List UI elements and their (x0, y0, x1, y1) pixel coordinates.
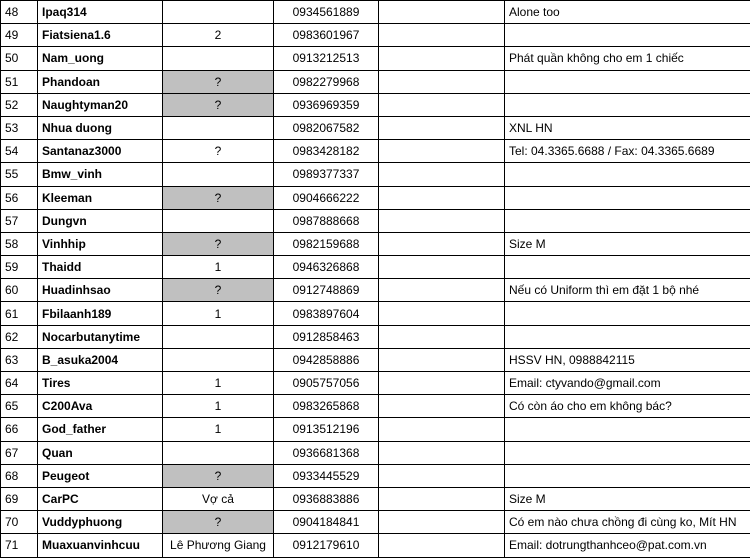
table-row (1, 372, 750, 395)
empty-cell[interactable] (379, 302, 505, 325)
row-number-cell[interactable]: 57 (1, 209, 38, 232)
note-cell[interactable] (505, 418, 750, 441)
table-row (1, 279, 750, 302)
phone-cell[interactable]: 0983601967 (274, 24, 379, 47)
note-cell[interactable] (505, 24, 750, 47)
phone-cell[interactable]: 0987888668 (274, 209, 379, 232)
quantity-cell[interactable]: ? (163, 464, 274, 487)
phone-cell[interactable]: 0912748869 (274, 279, 379, 302)
quantity-cell[interactable] (163, 348, 274, 371)
phone-cell[interactable]: 0946326868 (274, 256, 379, 279)
empty-cell[interactable] (379, 209, 505, 232)
row-number-cell[interactable]: 48 (1, 1, 38, 24)
empty-cell[interactable] (379, 256, 505, 279)
username-cell[interactable]: Nocarbutanytime (38, 325, 163, 348)
username-cell[interactable]: Vinhhip (38, 232, 163, 255)
row-number-cell[interactable]: 56 (1, 186, 38, 209)
empty-cell[interactable] (379, 464, 505, 487)
table-row (1, 395, 750, 418)
quantity-cell[interactable]: 1 (163, 372, 274, 395)
row-number-cell[interactable]: 50 (1, 47, 38, 70)
username-cell[interactable]: Quan (38, 441, 163, 464)
row-number-cell[interactable]: 68 (1, 464, 38, 487)
spreadsheet-body (1, 1, 750, 558)
quantity-cell[interactable] (163, 1, 274, 24)
note-cell[interactable]: Nếu có Uniform thì em đặt 1 bộ nhé (505, 279, 750, 302)
empty-cell[interactable] (379, 47, 505, 70)
row-number-cell[interactable]: 62 (1, 325, 38, 348)
phone-cell[interactable]: 0905757056 (274, 372, 379, 395)
note-cell[interactable] (505, 93, 750, 116)
empty-cell[interactable] (379, 441, 505, 464)
quantity-cell[interactable]: ? (163, 279, 274, 302)
note-cell[interactable] (505, 325, 750, 348)
quantity-cell[interactable]: Vợ cả (163, 487, 274, 510)
username-cell[interactable]: Thaidd (38, 256, 163, 279)
empty-cell[interactable] (379, 116, 505, 139)
phone-cell[interactable]: 0904666222 (274, 186, 379, 209)
table-row (1, 348, 750, 371)
row-number-cell[interactable]: 60 (1, 279, 38, 302)
table-row (1, 302, 750, 325)
quantity-cell[interactable]: 1 (163, 418, 274, 441)
username-cell[interactable]: Nam_uong (38, 47, 163, 70)
username-cell[interactable]: Huadinhsao (38, 279, 163, 302)
row-number-cell[interactable]: 53 (1, 116, 38, 139)
username-cell[interactable]: Santanaz3000 (38, 140, 163, 163)
quantity-cell[interactable]: ? (163, 186, 274, 209)
note-cell[interactable]: Có em nào chưa chồng đi cùng ko, Mít HN (505, 511, 750, 534)
phone-cell[interactable]: 0912179610 (274, 534, 379, 557)
quantity-cell[interactable] (163, 209, 274, 232)
empty-cell[interactable] (379, 325, 505, 348)
table-row (1, 70, 750, 93)
empty-cell[interactable] (379, 279, 505, 302)
quantity-cell[interactable]: ? (163, 93, 274, 116)
row-number-cell[interactable]: 54 (1, 140, 38, 163)
row-number-cell[interactable]: 59 (1, 256, 38, 279)
username-cell[interactable]: Vuddyphuong (38, 511, 163, 534)
table-row (1, 256, 750, 279)
quantity-cell[interactable]: 1 (163, 395, 274, 418)
quantity-cell[interactable]: 2 (163, 24, 274, 47)
phone-cell[interactable]: 0936883886 (274, 487, 379, 510)
quantity-cell[interactable] (163, 325, 274, 348)
row-number-cell[interactable]: 51 (1, 70, 38, 93)
note-cell[interactable] (505, 186, 750, 209)
phone-cell[interactable]: 0936681368 (274, 441, 379, 464)
empty-cell[interactable] (379, 1, 505, 24)
phone-cell[interactable]: 0982159688 (274, 232, 379, 255)
row-number-cell[interactable]: 58 (1, 232, 38, 255)
note-cell[interactable]: Phát quần không cho em 1 chiếc (505, 47, 750, 70)
phone-cell[interactable]: 0983265868 (274, 395, 379, 418)
quantity-cell[interactable]: ? (163, 70, 274, 93)
username-cell[interactable]: Dungvn (38, 209, 163, 232)
username-cell[interactable]: Bmw_vinh (38, 163, 163, 186)
quantity-cell[interactable]: ? (163, 140, 274, 163)
phone-cell[interactable]: 0982279968 (274, 70, 379, 93)
empty-cell[interactable] (379, 511, 505, 534)
note-cell[interactable]: Alone too (505, 1, 750, 24)
username-cell[interactable]: B_asuka2004 (38, 348, 163, 371)
table-row (1, 47, 750, 70)
note-cell[interactable]: Tel: 04.3365.6688 / Fax: 04.3365.6689 (505, 140, 750, 163)
row-number-cell[interactable]: 49 (1, 24, 38, 47)
note-cell[interactable] (505, 70, 750, 93)
table-row (1, 1, 750, 24)
table-row (1, 186, 750, 209)
empty-cell[interactable] (379, 70, 505, 93)
empty-cell[interactable] (379, 140, 505, 163)
empty-cell[interactable] (379, 232, 505, 255)
phone-cell[interactable]: 0989377337 (274, 163, 379, 186)
empty-cell[interactable] (379, 93, 505, 116)
empty-cell[interactable] (379, 418, 505, 441)
note-cell[interactable]: Size M (505, 232, 750, 255)
row-number-cell[interactable]: 55 (1, 163, 38, 186)
empty-cell[interactable] (379, 163, 505, 186)
note-cell[interactable]: Email: dotrungthanhceo@pat.com.vn (505, 534, 750, 557)
username-cell[interactable]: Phandoan (38, 70, 163, 93)
username-cell[interactable]: Fbilaanh189 (38, 302, 163, 325)
row-number-cell[interactable]: 71 (1, 534, 38, 557)
table-row (1, 441, 750, 464)
note-cell[interactable] (505, 256, 750, 279)
row-number-cell[interactable]: 69 (1, 487, 38, 510)
note-cell[interactable]: XNL HN (505, 116, 750, 139)
table-row (1, 418, 750, 441)
table-row (1, 232, 750, 255)
quantity-cell[interactable]: Lê Phương Giang (163, 534, 274, 557)
table-row (1, 487, 750, 510)
table-row (1, 140, 750, 163)
row-number-cell[interactable]: 66 (1, 418, 38, 441)
phone-cell[interactable]: 0983897604 (274, 302, 379, 325)
empty-cell[interactable] (379, 395, 505, 418)
username-cell[interactable]: Naughtyman20 (38, 93, 163, 116)
quantity-cell[interactable]: ? (163, 232, 274, 255)
row-number-cell[interactable]: 65 (1, 395, 38, 418)
quantity-cell[interactable] (163, 163, 274, 186)
phone-cell[interactable]: 0942858886 (274, 348, 379, 371)
empty-cell[interactable] (379, 186, 505, 209)
phone-cell[interactable]: 0933445529 (274, 464, 379, 487)
note-cell[interactable] (505, 441, 750, 464)
phone-cell[interactable]: 0936969359 (274, 93, 379, 116)
username-cell[interactable]: Tires (38, 372, 163, 395)
quantity-cell[interactable] (163, 47, 274, 70)
quantity-cell[interactable] (163, 441, 274, 464)
phone-cell[interactable]: 0983428182 (274, 140, 379, 163)
note-cell[interactable] (505, 302, 750, 325)
phone-cell[interactable]: 0982067582 (274, 116, 379, 139)
empty-cell[interactable] (379, 24, 505, 47)
row-number-cell[interactable]: 70 (1, 511, 38, 534)
quantity-cell[interactable]: 1 (163, 302, 274, 325)
table-row (1, 24, 750, 47)
row-number-cell[interactable]: 61 (1, 302, 38, 325)
quantity-cell[interactable]: ? (163, 511, 274, 534)
username-cell[interactable]: Kleeman (38, 186, 163, 209)
note-cell[interactable]: Size M (505, 487, 750, 510)
username-cell[interactable]: Fiatsiena1.6 (38, 24, 163, 47)
row-number-cell[interactable]: 64 (1, 372, 38, 395)
note-cell[interactable]: HSSV HN, 0988842115 (505, 348, 750, 371)
username-cell[interactable]: Peugeot (38, 464, 163, 487)
empty-cell[interactable] (379, 487, 505, 510)
note-cell[interactable]: Email: ctyvando@gmail.com (505, 372, 750, 395)
phone-cell[interactable]: 0913212513 (274, 47, 379, 70)
username-cell[interactable]: God_father (38, 418, 163, 441)
username-cell[interactable]: C200Ava (38, 395, 163, 418)
username-cell[interactable]: CarPC (38, 487, 163, 510)
row-number-cell[interactable]: 67 (1, 441, 38, 464)
table-row (1, 534, 750, 557)
empty-cell[interactable] (379, 348, 505, 371)
row-number-cell[interactable]: 63 (1, 348, 38, 371)
table-row (1, 325, 750, 348)
table-row (1, 209, 750, 232)
phone-cell[interactable]: 0934561889 (274, 1, 379, 24)
quantity-cell[interactable] (163, 116, 274, 139)
username-cell[interactable]: Muaxuanvinhcuu (38, 534, 163, 557)
note-cell[interactable] (505, 209, 750, 232)
username-cell[interactable]: Ipaq314 (38, 1, 163, 24)
empty-cell[interactable] (379, 534, 505, 557)
table-row (1, 163, 750, 186)
phone-cell[interactable]: 0904184841 (274, 511, 379, 534)
username-cell[interactable]: Nhua duong (38, 116, 163, 139)
note-cell[interactable] (505, 464, 750, 487)
empty-cell[interactable] (379, 372, 505, 395)
table-row (1, 93, 750, 116)
table-row (1, 116, 750, 139)
table-row (1, 464, 750, 487)
phone-cell[interactable]: 0912858463 (274, 325, 379, 348)
table-row (1, 511, 750, 534)
phone-cell[interactable]: 0913512196 (274, 418, 379, 441)
note-cell[interactable] (505, 163, 750, 186)
note-cell[interactable]: Có còn áo cho em không bác? (505, 395, 750, 418)
row-number-cell[interactable]: 52 (1, 93, 38, 116)
quantity-cell[interactable]: 1 (163, 256, 274, 279)
